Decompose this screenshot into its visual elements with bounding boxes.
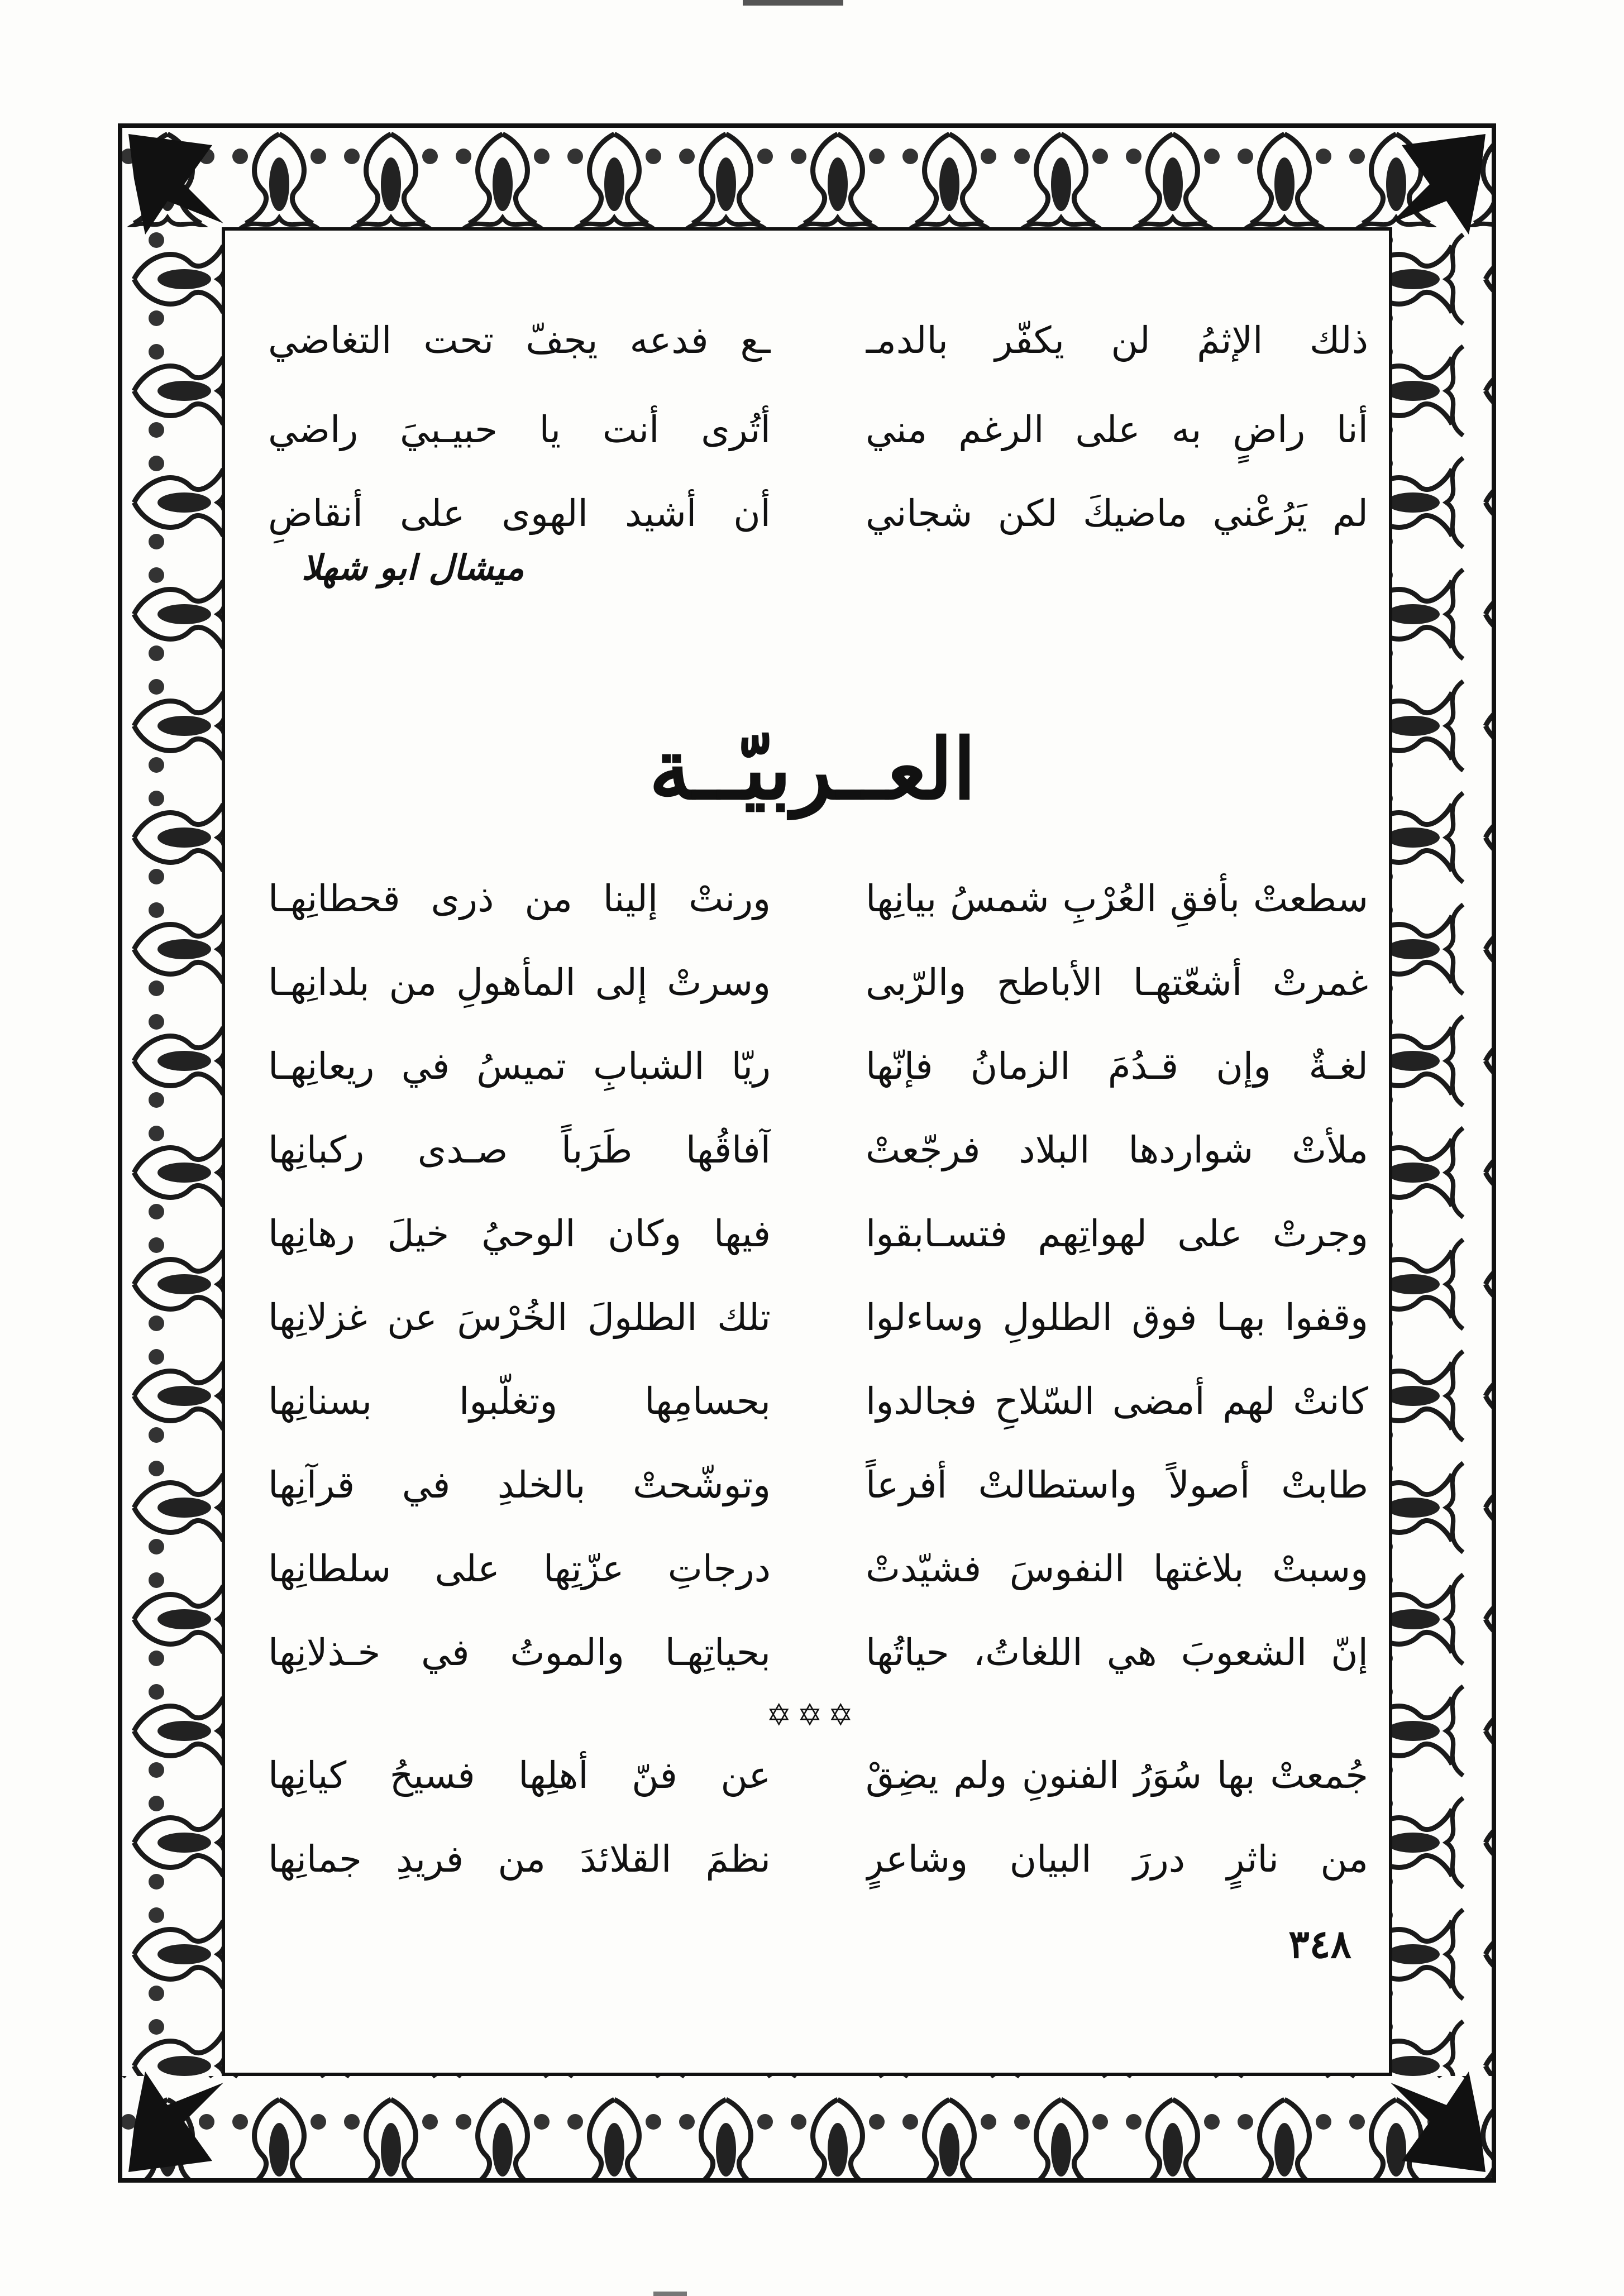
top-verse-2 [235,396,1391,463]
verse-9 [235,1536,1391,1603]
hemistich-right: سطعتْ بأفقِ العُرْبِ شمسُ بيانِها [866,877,1368,920]
verse-3 [235,1033,1391,1100]
verse-1 [235,865,1391,932]
hemistich-right: وسبتْ بلاغتها النفوسَ فشيّدتْ [866,1547,1368,1590]
page-number: ٣٤٨ [1288,1921,1351,1967]
hemistich-right: لم يَرُعْني ماضيكَ لكن شجاني [866,492,1368,535]
verse-7 [235,1368,1391,1435]
hemistich-left: درجاتِ عزّتِها على سلطانِها [268,1547,771,1590]
hemistich-left: فيها وكان الوحيُ خيلَ رهانِها [268,1212,771,1255]
hemistich-right: وجرتْ على لهواتِهم فتسـابقوا [866,1212,1368,1255]
section-separator-stars: ✡✡✡ [766,1697,859,1733]
hemistich-left: ـع فدعه يجفّ تحت التغاضي [268,319,771,362]
verse-5 [235,1200,1391,1267]
verse-10 [235,1619,1391,1686]
hemistich-right: طابتْ أصولاً واستطالتْ أفرعاً [866,1463,1368,1506]
hemistich-left: ورنتْ إلينا من ذرى قحطانِهـا [268,877,771,920]
hemistich-right: ذلك الإثمُ لن يكفّر بالدمـ [866,319,1368,362]
hemistich-left: ريّا الشبابِ تميسُ في ريعانِهـا [268,1045,771,1088]
verse-2 [235,949,1391,1016]
hemistich-right: أنا راضٍ به على الرغم مني [866,408,1368,451]
hemistich-right: وقفوا بهـا فوق الطلولِ وساءلوا [866,1296,1368,1339]
hemistich-left: أتُرى أنت يا حبيـبيَ راضي [268,408,771,451]
hemistich-right: غمرتْ أشعّتهـا الأباطح والرّبى [866,961,1368,1004]
top-verse-1 [235,307,1391,374]
verse-6 [235,1284,1391,1351]
hemistich-left: عن فنّ أهلِها فسيحُ كيانِها [268,1754,771,1797]
verse-8 [235,1452,1391,1519]
hemistich-left: أن أشيد الهوى على أنقاضِ [268,492,771,535]
hemistich-right: لغـةٌ وإن قـدُمَ الزمانُ فإنّها [866,1045,1368,1088]
hemistich-left: نظمَ القلائدَ من فريدِ جمانِها [268,1838,771,1881]
poem-title: العــربيّــة [649,720,976,819]
hemistich-right: كانتْ لهم أمضى السّلاحِ فجالدوا [866,1380,1368,1423]
verse-12 [235,1826,1391,1893]
hemistich-right: إنّ الشعوبَ هي اللغاتُ، حياتُها [866,1631,1368,1674]
hemistich-left: آفاقُها طَرَباً صـدى ركبانِها [268,1128,771,1171]
hemistich-left: تلك الطلولَ الخُرْسَ عن غزلانِها [268,1296,771,1339]
poet-signature: ميشال ابو شهلا [302,547,524,588]
page-content [235,235,1391,2066]
hemistich-right: من ناثرٍ دررَ البيان وشاعرٍ [866,1838,1368,1881]
bottom-edge-mark [653,2292,687,2296]
hemistich-right: ملأتْ شواردها البلاد فرجّعتْ [866,1128,1368,1171]
top-edge-mark [743,0,843,6]
hemistich-left: وسرتْ إلى المأهولِ من بلدانِهـا [268,961,771,1004]
top-verse-3 [235,480,1391,547]
verse-11 [235,1742,1391,1809]
hemistich-left: بحسامِها وتغلّبوا بسنانِها [268,1380,771,1423]
hemistich-left: وتوشّحتْ بالخلدِ في قرآنِها [268,1463,771,1506]
verse-4 [235,1117,1391,1184]
hemistich-left: بحياتِهـا والموتُ في خـذلانِها [268,1631,771,1674]
hemistich-right: جُمعتْ بها سُوَرُ الفنونِ ولم يضِقْ [866,1754,1368,1797]
